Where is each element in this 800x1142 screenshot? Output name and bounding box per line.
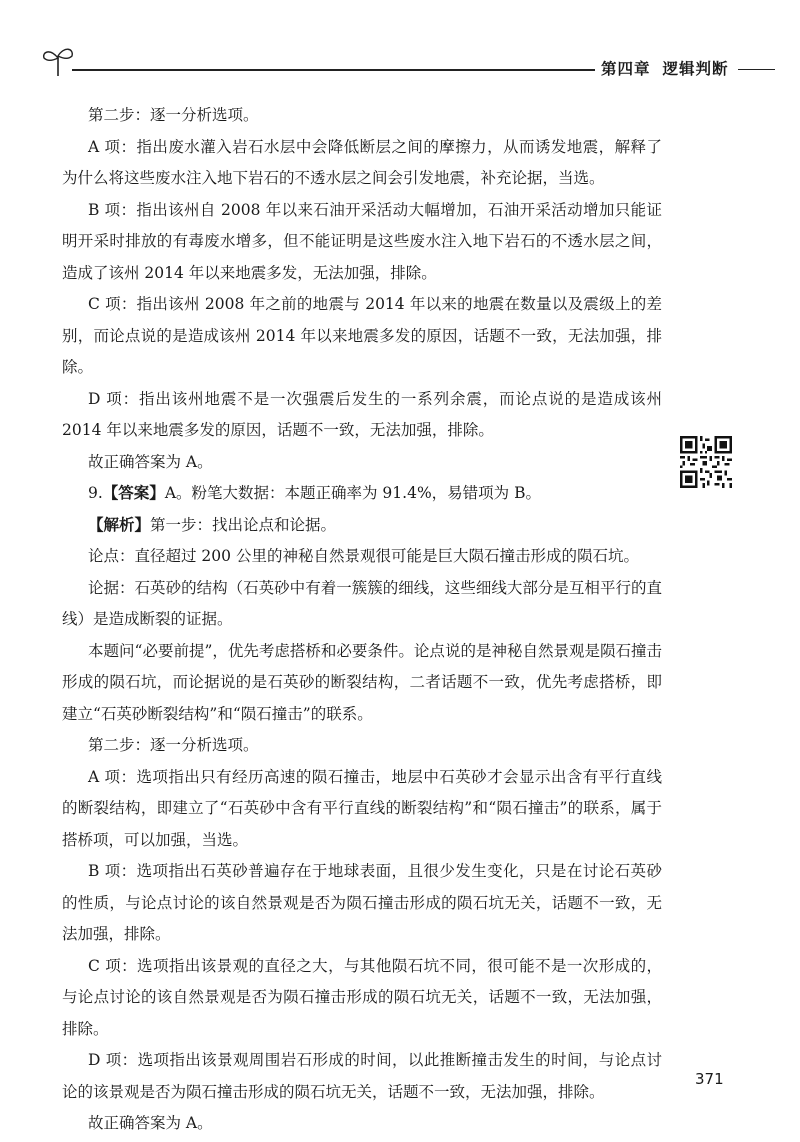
header-rule [72, 69, 628, 71]
paragraph: 故正确答案为 A。 [88, 452, 213, 471]
header-rule-right [738, 69, 775, 70]
paragraph: 故正确答案为 A。 [88, 1114, 213, 1132]
chapter-number: 第四章 [601, 60, 651, 78]
analysis-text: 第一步：找出论点和论据。 [150, 515, 337, 534]
chapter-name: 逻辑判断 [662, 60, 729, 78]
answer-line [62, 478, 662, 510]
paragraph: A 项：选项指出只有经历高速的陨石撞击，地层中石英砂才会显示出含有平行直线的断裂结构，即建立了“石英砂中含有平行直线的断裂结构”和“陨石撞击”的联系，属于搭桥项，可以加强，当选。 [62, 767, 662, 849]
paragraph: 第二步：逐一分析选项。 [88, 106, 259, 124]
page-number: 371 [695, 1070, 724, 1088]
paragraph: D 项：指出该州地震不是一次强震后发生的一系列余震，而论点说的是造成该州 2014 年以来地震多发的原因，话题不一致，无法加强，排除。 [62, 389, 662, 439]
answer-text: A。粉笔大数据：本题正确率为 91.4%，易错项为 B。 [164, 484, 541, 502]
answer-tag: 【答案】 [102, 484, 165, 502]
chapter-title [595, 57, 735, 79]
qr-code-icon[interactable] [680, 436, 732, 488]
analysis-line [62, 510, 662, 542]
paragraph: B 项：指出该州自 2008 年以来石油开采活动大幅增加，石油开采活动增加只能证明开采时排放的有毒废水增多，但不能证明是这些废水注入地下岩石的不透水层之间，造成了该州 2014 年以来地震多发，无法加强，排除。 [62, 200, 662, 282]
sprout-icon [40, 44, 76, 78]
analysis-tag: 【解析】 [88, 515, 151, 534]
paragraph: 论点：直径超过 200 公里的神秘自然景观很可能是巨大陨石撞击形成的陨石坑。 [88, 547, 639, 565]
paragraph: B 项：选项指出石英砂普遍存在于地球表面，且很少发生变化，只是在讨论石英砂的性质，与论点讨论的该自然景观是否为陨石撞击形成的陨石坑无关，话题不一致，无法加强，排除。 [62, 862, 662, 943]
paragraph: 本题问“必要前提”，优先考虑搭桥和必要条件。论点说的是神秘自然景观是陨石撞击形成的陨石坑，而论据说的是石英砂的断裂结构，二者话题不一致，优先考虑搭桥，即建立“石英砂断裂结构”和“陨石撞击”的联系。 [62, 641, 662, 723]
paragraph: A 项：指出废水灌入岩石水层中会降低断层之间的摩擦力，从而诱发地震，解释了为什么将这些废水注入地下岩石的不透水层之间会引发地震，补充论据，当选。 [62, 137, 662, 187]
page-header [40, 44, 775, 84]
question-number: 9. [88, 484, 103, 502]
paragraph: 第二步：逐一分析选项。 [88, 736, 259, 754]
paragraph: D 项：选项指出该景观周围岩石形成的时间，以此推断撞击发生的时间，与论点讨论的该景观是否为陨石撞击形成的陨石坑无关，话题不一致，无法加强，排除。 [62, 1051, 662, 1101]
paragraph: 论据：石英砂的结构（石英砂中有着一簇簇的细线，这些细线大部分是互相平行的直线）是造成断裂的证据。 [62, 578, 662, 628]
paragraph: C 项：选项指出该景观的直径之大，与其他陨石坑不同，很可能不是一次形成的，与论点讨论的该自然景观是否为陨石撞击形成的陨石坑无关，话题不一致，无法加强，排除。 [62, 956, 662, 1038]
paragraph: C 项：指出该州 2008 年之前的地震与 2014 年以来的地震在数量以及震级上的差别，而论点说的是造成该州 2014 年以来地震多发的原因，话题不一致，无法加强，排除。 [62, 295, 662, 376]
page-body [62, 100, 662, 1140]
